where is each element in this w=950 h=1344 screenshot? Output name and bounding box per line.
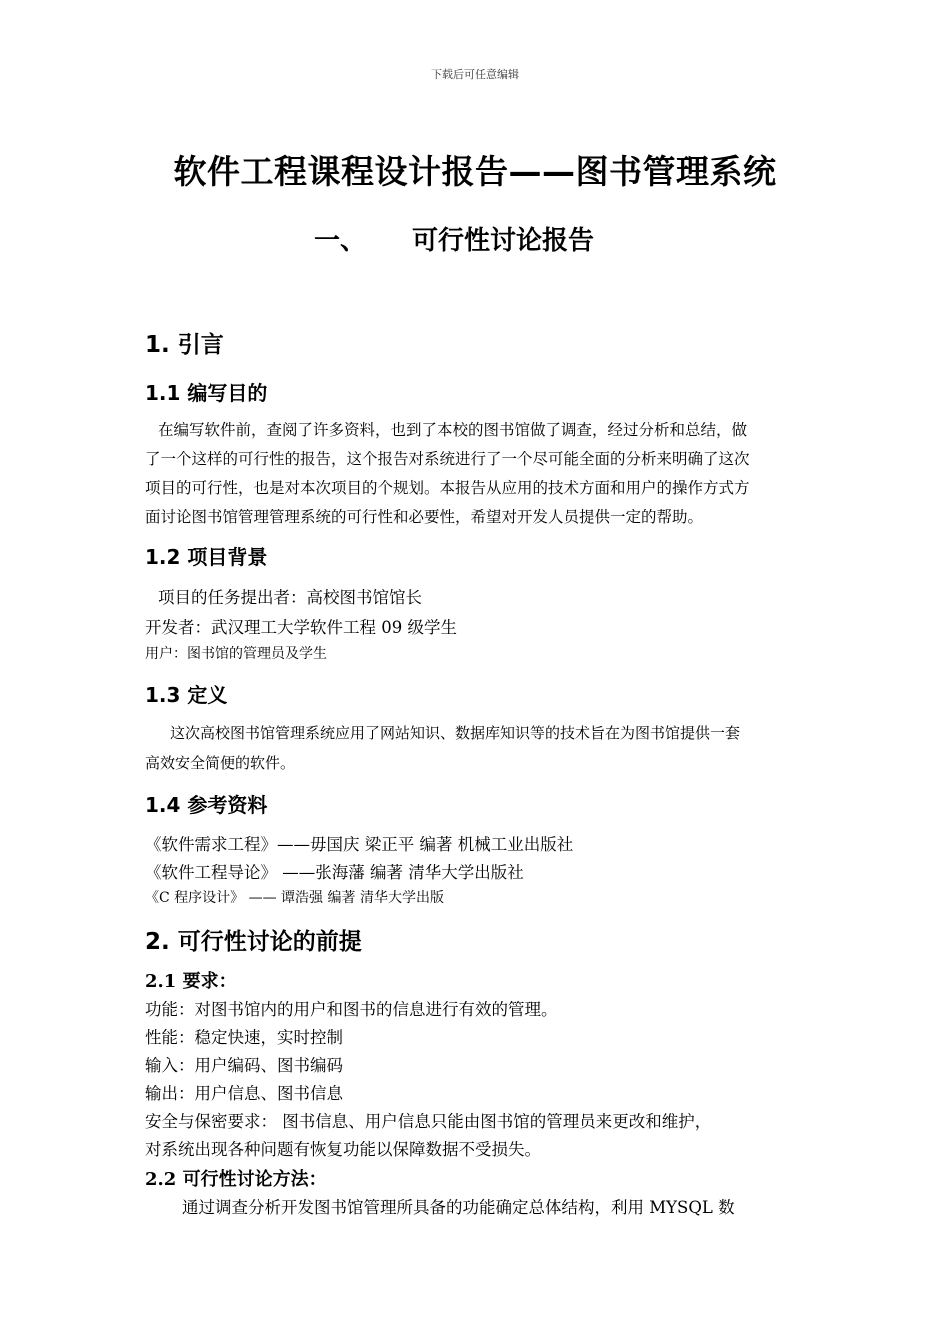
paragraph-line: 这次高校图书馆管理系统应用了网站知识、数据库知识等的技术旨在为图书馆提供一套: [170, 724, 741, 742]
page-header: 下载后可任意编辑: [431, 68, 519, 81]
section-1-3-heading: 1.3 定义: [145, 683, 228, 707]
chapter-title: [314, 220, 594, 257]
section-2-2-heading: 2.2 可行性讨论方法：: [145, 1169, 327, 1190]
document-title: 软件工程课程设计报告——图书管理系统: [173, 152, 777, 191]
reference-item: 《软件工程导论》 ——张海藩 编著 清华大学出版社: [145, 863, 524, 882]
paragraph-line: 在编写软件前，查阅了许多资料，也到了本校的图书馆做了调查，经过分析和总结，做: [158, 421, 748, 439]
method-line: 通过调查分析开发图书馆管理所具备的功能确定总体结构，利用 MYSQL 数: [182, 1198, 735, 1217]
section-2-heading: 2. 可行性讨论的前提: [145, 929, 362, 955]
paragraph-line: 高效安全简便的软件。: [145, 754, 296, 772]
section-1-1-heading: 1.1 编写目的: [145, 381, 268, 405]
reference-item: 《软件需求工程》——毋国庆 梁正平 编著 机械工业出版社: [145, 835, 574, 854]
section-1-heading: 1. 引言: [145, 332, 224, 358]
developer-line: 开发者：武汉理工大学软件工程 09 级学生: [145, 618, 457, 637]
reference-item: 《C 程序设计》 —— 谭浩强 编著 清华大学出版: [145, 890, 444, 906]
paragraph-line: 项目的可行性，也是对本次项目的个规划。本报告从应用的技术方面和用户的操作方式方: [145, 479, 750, 497]
requirement-security: 安全与保密要求： 图书信息、用户信息只能由图书馆的管理员来更改和维护，: [145, 1112, 712, 1131]
proposer-line: 项目的任务提出者：高校图书馆馆长: [158, 588, 422, 607]
section-1-4-heading: 1.4 参考资料: [145, 793, 268, 817]
requirement-security-cont: 对系统出现各种问题有恢复功能以保障数据不受损失。: [145, 1140, 541, 1159]
paragraph-line: 面讨论图书馆管理管理系统的可行性和必要性，希望对开发人员提供一定的帮助。: [145, 508, 704, 526]
chapter-number: 一、: [314, 226, 367, 256]
requirement-input: 输入：用户编码、图书编码: [145, 1056, 343, 1075]
paragraph-line: 了一个这样的可行性的报告，这个报告对系统进行了一个尽可能全面的分析来明确了这次: [145, 450, 750, 468]
section-1-2-heading: 1.2 项目背景: [145, 545, 268, 569]
requirement-function: 功能：对图书馆内的用户和图书的信息进行有效的管理。: [145, 1000, 558, 1019]
section-2-1-heading: 2.1 要求：: [145, 971, 237, 992]
chapter-text: 可行性讨论报告: [412, 226, 595, 256]
requirement-performance: 性能：稳定快速，实时控制: [145, 1028, 343, 1047]
requirement-output: 输出：用户信息、图书信息: [145, 1084, 343, 1103]
users-line: 用户：图书馆的管理员及学生: [145, 646, 327, 662]
